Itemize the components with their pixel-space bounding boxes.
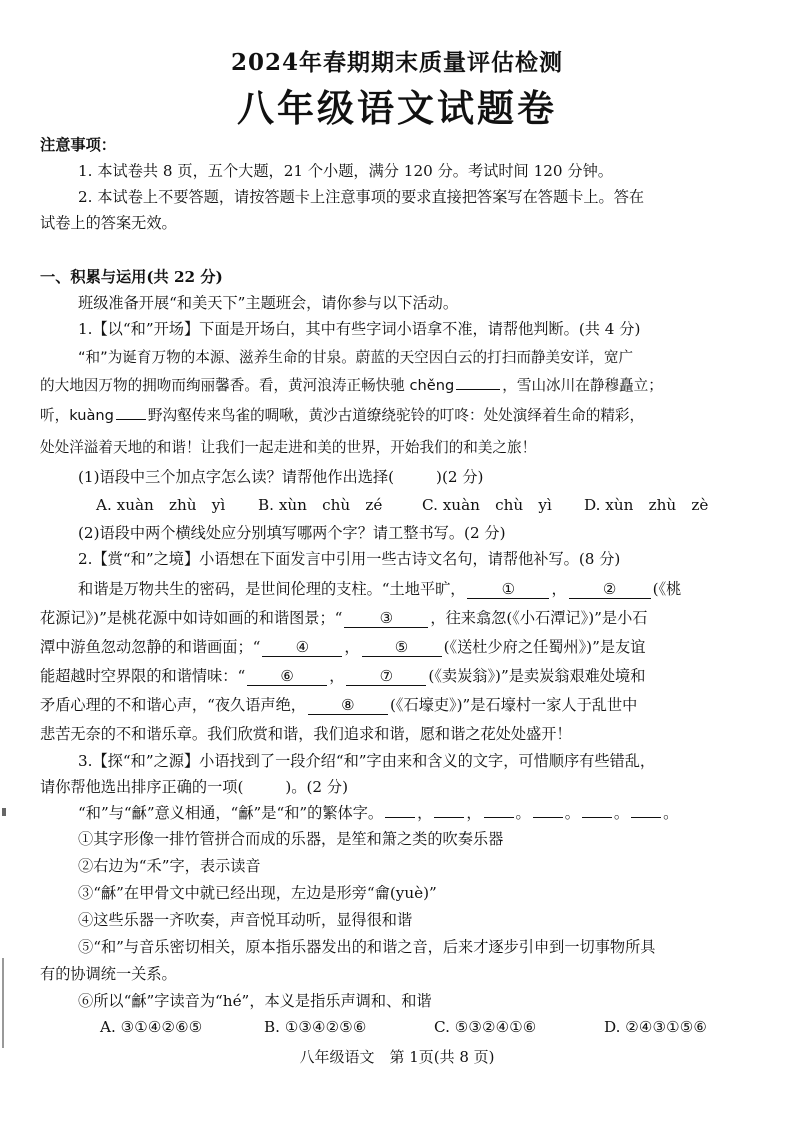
- punct: 。: [663, 804, 679, 822]
- question-1-stem: 1.【以“和”开场】下面是开场白，其中有些字词小语拿不准，请帮他判断。(共 4 分): [78, 320, 641, 338]
- option-a: A. xuàn zhù yì: [96, 496, 226, 514]
- sentence-6: ⑥所以“龢”字读音为“hé”，本义是指乐声调和、和谐: [78, 992, 432, 1010]
- question-1-passage: 处处洋溢着天地的和谐！让我们一起走进和美的世界，开始我们的和美之旅！: [40, 439, 537, 456]
- fill-blank-3: ③: [344, 609, 428, 628]
- passage-text: 的大地因万物的拥吻而绚丽馨香。看，黄河浪涛正畅快驰 chěng: [40, 377, 455, 394]
- sub-question-text: )(2 分): [436, 468, 484, 486]
- passage-text: ，雪山冰川在静穆矗立；: [502, 377, 663, 394]
- question-text: (《石壕吏》)”是石壕村一家人于乱世中: [389, 696, 638, 714]
- fill-blank-7: ⑦: [346, 667, 426, 686]
- answer-blank: [484, 802, 514, 818]
- fill-blank-4: ④: [262, 638, 342, 657]
- question-3-stem: [40, 776, 348, 797]
- passage-text: 听，kuàng: [40, 407, 114, 424]
- punct: 。: [613, 804, 630, 822]
- binding-line: [2, 958, 4, 1048]
- question-text: ，: [329, 667, 345, 685]
- question-text: ，往来翕忽(《小石潭记》)”是小石: [430, 609, 648, 627]
- notes-item-2-cont: 试卷上的答案无效。: [40, 214, 177, 232]
- option-b: B. xùn chù zé: [258, 496, 383, 514]
- sentence-4: ④这些乐器一齐吹奏，声音悦耳动听，显得很和谐: [78, 911, 413, 929]
- option-d: D. ②④③①⑤⑥: [604, 1018, 707, 1036]
- question-2-text: [40, 607, 647, 628]
- section-intro: 班级准备开展“和美天下”主题班会，请你参与以下活动。: [78, 294, 459, 312]
- question-text: 矛盾心理的不和谐心声，“夜久语声绝，: [40, 696, 306, 714]
- answer-blank: [116, 404, 146, 420]
- question-1-sub-2: (2)语段中两个横线处应分别填写哪两个字？请工整书写。(2 分): [78, 524, 506, 542]
- fill-blank-2: ②: [569, 580, 651, 599]
- question-text: ，: [551, 580, 567, 598]
- question-text: 请你帮他选出排序正确的一项(: [40, 778, 244, 796]
- question-text: 能超越时空界限的和谐情味：“: [40, 667, 246, 685]
- sentence-5: ⑤“和”与音乐密切相关，原本指乐器发出的和谐之音，后来才逐步引申到一切事物所具: [78, 938, 656, 956]
- answer-blank: [434, 802, 464, 818]
- sentence-1: ①其字形像一排竹管拼合而成的乐器，是笙和箫之类的吹奏乐器: [78, 830, 504, 848]
- option-b: B. ①③④②⑤⑥: [264, 1018, 367, 1036]
- question-2-text: [78, 578, 681, 599]
- page-footer: 八年级语文 第 1页(共 8 页): [299, 1048, 495, 1066]
- question-2-text: [40, 665, 645, 686]
- answer-blank: [456, 374, 500, 390]
- passage-text: 野沟壑传来鸟雀的啁啾，黄沙古道缭绕驼铃的叮咚：处处演绎着生命的精彩，: [147, 407, 645, 424]
- question-text: ，: [344, 638, 360, 656]
- question-text: )。(2 分): [285, 778, 349, 796]
- sentence-2: ②右边为“禾”字，表示读音: [78, 857, 261, 875]
- question-text: (《桃: [652, 580, 682, 598]
- notes-item-1: 1. 本试卷共 8 页，五个大题，21 个小题，满分 120 分。考试时间 120 分钟。: [78, 162, 613, 180]
- exam-subtitle: 八年级语文试题卷: [237, 86, 557, 130]
- question-1-passage: [40, 374, 663, 395]
- option-c: C. ⑤③②④①⑥: [434, 1018, 537, 1036]
- answer-blank: [385, 802, 415, 818]
- answer-blank: [631, 802, 661, 818]
- question-text: (《送杜少府之任蜀州》)”是友谊: [443, 638, 646, 656]
- question-1-passage: [40, 404, 644, 425]
- option-c: C. xuàn chù yì: [422, 496, 552, 514]
- binding-mark: [2, 808, 6, 816]
- punct: 。: [564, 804, 580, 822]
- sub-question-text: (1)语段中三个加点字怎么读？请帮他作出选择(: [78, 468, 395, 486]
- fill-blank-6: ⑥: [247, 667, 327, 686]
- question-text: 花源记》)”是桃花源中如诗如画的和谐图景；“: [40, 609, 343, 627]
- exam-title: 2024年春期期末质量评估检测: [230, 49, 563, 76]
- punct: ，: [417, 804, 433, 822]
- answer-blank: [582, 802, 612, 818]
- punct: ，: [466, 804, 482, 822]
- question-3-lead: [78, 802, 678, 823]
- option-a: A. ③①④②⑥⑤: [100, 1018, 203, 1036]
- punct: 。: [515, 804, 531, 822]
- notes-item-2: 2. 本试卷上不要答题，请按答题卡上注意事项的要求直接把答案写在答题卡上。答在: [78, 188, 645, 206]
- question-2-text: [40, 636, 645, 657]
- sentence-5-cont: 有的协调统一关系。: [40, 965, 177, 983]
- question-3-stem: 3.【探“和”之源】小语找到了一段介绍“和”字由来和含义的文字，可惜顺序有些错乱，: [78, 752, 656, 770]
- question-2-stem: 2.【赏“和”之境】小语想在下面发言中引用一些古诗文名句，请帮他补写。(8 分): [78, 550, 621, 568]
- fill-blank-8: ⑧: [308, 696, 388, 715]
- section-heading: 一、积累与运用(共 22 分): [40, 268, 223, 286]
- answer-blank: [533, 802, 563, 818]
- question-text: 潭中游鱼忽动忽静的和谐画面；“: [40, 638, 261, 656]
- question-1-sub-1: [78, 466, 483, 487]
- question-2-text: 悲苦无奈的不和谐乐章。我们欣赏和谐，我们追求和谐，愿和谐之花处处盛开！: [40, 725, 572, 743]
- notes-heading: 注意事项：: [40, 136, 116, 154]
- fill-blank-5: ⑤: [362, 638, 442, 657]
- question-2-text: [40, 694, 637, 715]
- option-d: D. xùn zhù zè: [584, 496, 709, 514]
- question-1-passage: “和”为诞育万物的本源、滋养生命的甘泉。蔚蓝的天空因白云的打扫而静美安详，宽广: [78, 349, 634, 366]
- fill-blank-1: ①: [467, 580, 549, 599]
- question-text: (《卖炭翁》)”是卖炭翁艰难处境和: [428, 667, 646, 685]
- sentence-3: ③“龢”在甲骨文中就已经出现，左边是形旁“龠(yuè)”: [78, 884, 437, 902]
- question-text: 和谐是万物共生的密码，是世间伦理的支柱。“土地平旷，: [78, 580, 466, 598]
- question-text: “和”与“龢”意义相通，“龢”是“和”的繁体字。: [78, 804, 384, 822]
